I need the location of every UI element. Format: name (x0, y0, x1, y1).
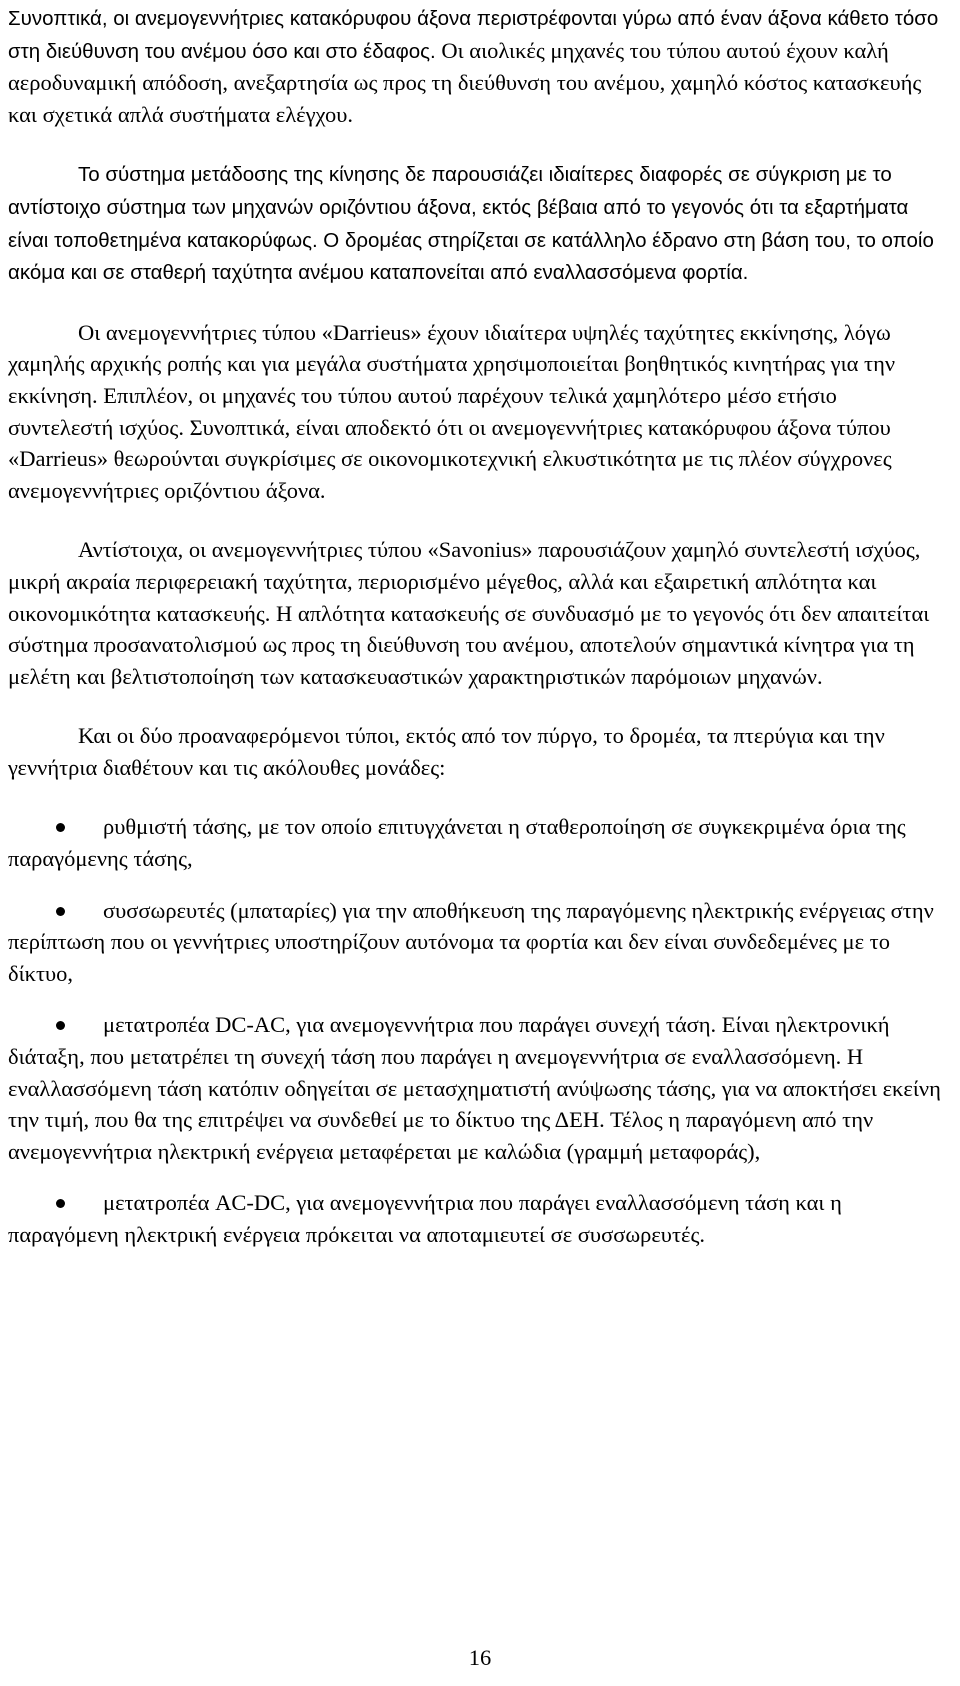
list-item (8, 895, 946, 990)
paragraph-2-sentence-2: Ο δρομέας στηρίζεται σε κατάλληλο έδρανο στη βάση του, το οποίο ακόμα και σε σταθερή ταχύτητα ανέμου καταπονείται από εναλλασσόμενα φορτία. (8, 228, 934, 285)
list-item (8, 1187, 946, 1250)
paragraph-4: Αντίστοιχα, οι ανεμογεννήτριες τύπου «Savonius» παρουσιάζουν χαμηλό συντελεστή ισχύος, μικρή ακραία περιφερειακή ταχύτητα, περιορισμένο μέγεθος, αλλά και εξαιρετική απλότητα και οικονομικότητα κατασκευής. Η απλότητα κατασκευής σε συνδυασμό με το γεγονός ότι δεν απαιτείται σύστημα προσανατολισμού ως προς τη διεύθυνση του ανέμου, αποτελούν σημαντικά κίνητρα για τη μελέτη και βελτιστοποίηση των κατασκευαστικών χαρακτηριστικών παρόμοιων μηχανών. (8, 537, 930, 689)
list-item-text: μετατροπέα AC-DC, για ανεμογεννήτρια που παράγει εναλλασσόμενη τάση και η παραγόμενη ηλεκτρική ενέργεια πρόκειται να αποταμιευτεί σε συσσωρευτές. (8, 1190, 842, 1247)
document-page (8, 0, 946, 1251)
paragraph-2-sentence-1: Το σύστημα μετάδοσης της κίνησης δε παρουσιάζει ιδιαίτερες διαφορές σε σύγκριση με το αντίστοιχο σύστημα των μηχανών οριζόντιου άξονα, εκτός βέβαια από το γεγονός ότι τα εξαρτήματα είναι τοποθετημένα κατακορύφως. (8, 163, 909, 252)
paragraph-2 (8, 158, 946, 288)
paragraph-1-sentence-2: Οι αιολικές μηχανές του τύπου αυτού έχουν καλή αεροδυναμική απόδοση, ανεξαρτησία ως προς τη διεύθυνση του ανέμου, χαμηλό κόστος κατασκευής και σχετικά απλά συστήματα ελέγχου. (8, 37, 922, 127)
unit-list (8, 811, 946, 1250)
list-item-text: μετατροπέα DC-AC, για ανεμογεννήτρια που παράγει συνεχή τάση. Είναι ηλεκτρονική διάταξη, που μετατρέπει τη συνεχή τάση που παράγει η ανεμογεννήτρια σε εναλλασσόμενη. Η εναλλασσόμενη τάση κατόπιν οδηγείται σε μετασχηματιστή ανύψωσης τάσης, για να αποκτήσει εκείνη την τιμή, που θα της επιτρέψει να συνδεθεί με το δίκτυο της ΔΕΗ. Τέλος η παραγόμενη από την ανεμογεννήτρια ηλεκτρική ενέργεια μεταφέρεται με καλώδια (γραμμή μεταφοράς), (8, 1012, 941, 1164)
list-item (8, 1009, 946, 1167)
paragraph-1 (8, 2, 946, 130)
list-item-text: συσσωρευτές (μπαταρίες) για την αποθήκευση της παραγόμενης ηλεκτρικής ενέργειας στην περίπτωση που οι γεννήτριες υποστηρίζουν αυτόνομα τα φορτία και δεν είναι συνδεδεμένες με το δίκτυο, (8, 897, 934, 986)
paragraph-5: Και οι δύο προαναφερόμενοι τύποι, εκτός από τον πύργο, το δρομέα, τα πτερύγια και την γεννήτρια διαθέτουν και τις ακόλουθες μονάδες: (8, 723, 885, 780)
page-number: 16 (468, 1645, 492, 1670)
list-item-text: ρυθμιστή τάσης, με τον οποίο επιτυγχάνεται η σταθεροποίηση σε συγκεκριμένα όρια της παραγόμενης τάσης, (8, 814, 906, 872)
list-item (8, 811, 946, 874)
paragraph-3: Οι ανεμογεννήτριες τύπου «Darrieus» έχουν ιδιαίτερα υψηλές ταχύτητες εκκίνησης, λόγω χαμηλής αρχικής ροπής και για μεγάλα συστήματα χρησιμοποιείται βοηθητικός κινητήρας για την εκκίνηση. Επιπλέον, οι μηχανές του τύπου αυτού παρέχουν τελικά χαμηλότερο μέσο ετήσιο συντελεστή ισχύος. Συνοπτικά, είναι αποδεκτό ότι οι ανεμογεννήτριες κατακόρυφου άξονα τύπου «Darrieus» θεωρούνται συγκρίσιμες σε οικονομικοτεχνική ελκυστικότητα με τις πλέον σύγχρονες ανεμογεννήτριες οριζόντιου άξονα. (8, 319, 896, 503)
paragraph-1-sentence-1: Συνοπτικά, οι ανεμογεννήτριες κατακόρυφου άξονα περιστρέφονται γύρω από έναν άξονα κάθετο τόσο στη διεύθυνση του ανέμου όσο και στο έδαφος. (8, 7, 939, 63)
bullet-icon (56, 907, 65, 916)
